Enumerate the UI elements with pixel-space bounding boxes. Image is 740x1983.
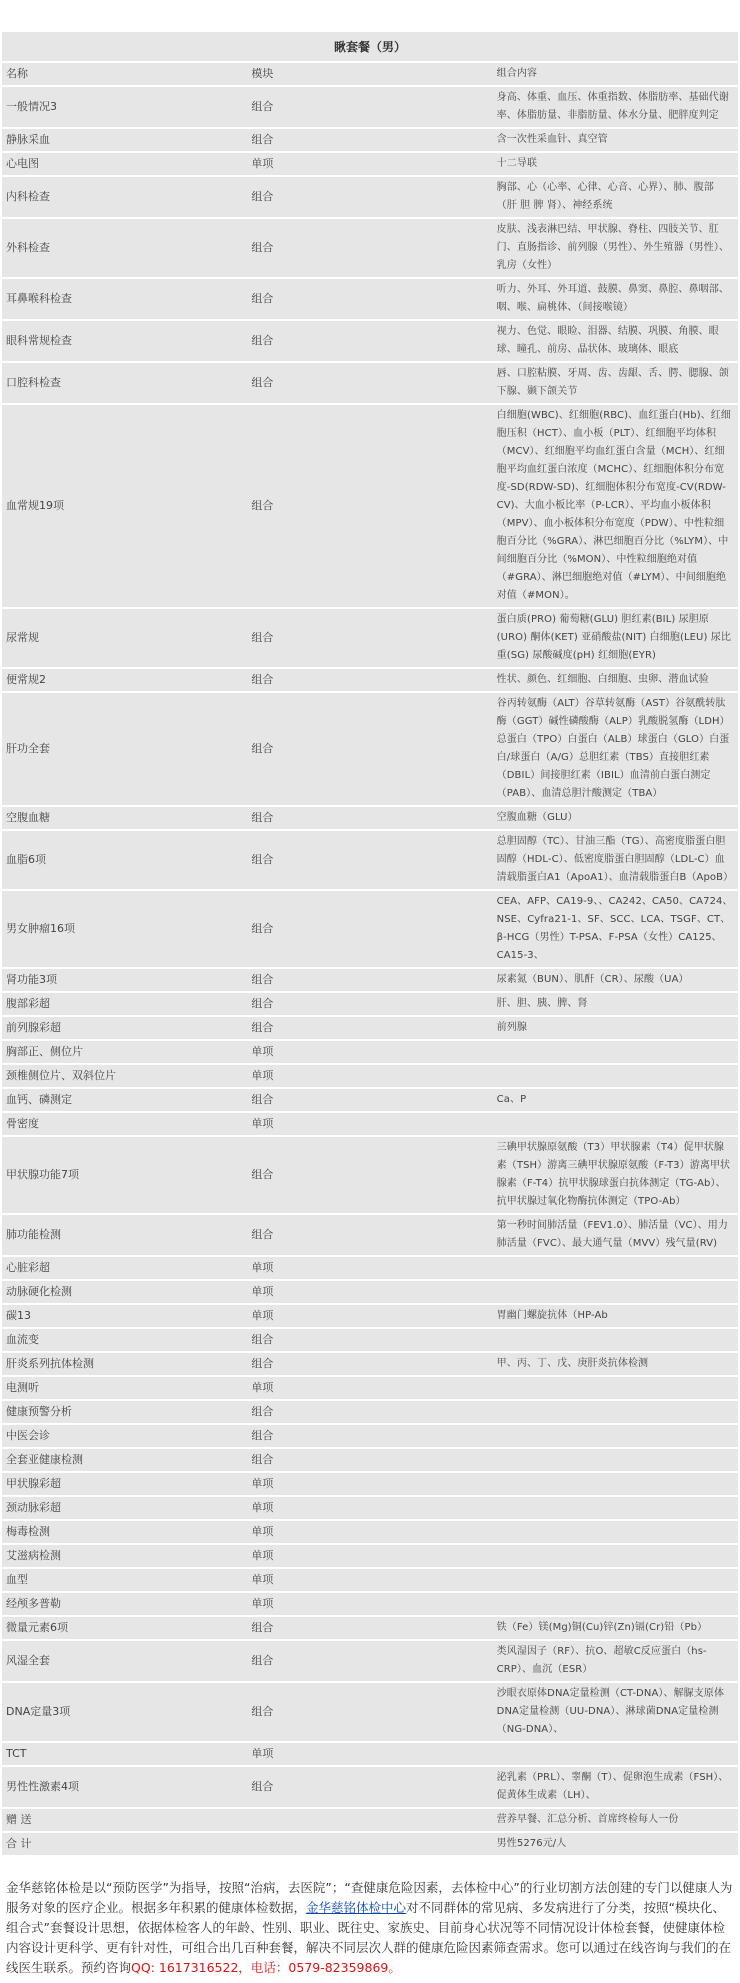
row-content: [493, 1425, 738, 1447]
table-row: [2, 87, 738, 127]
row-module: 单项: [247, 1545, 492, 1567]
row-content: 胸部、心（心率、心律、心音、心界）、肺、腹部（肝 胆 脾 肾）、神经系统: [493, 177, 738, 217]
row-content: 皮肤、浅表淋巴结、甲状腺、脊柱、四肢关节、肛门、直肠指诊、前列腺（男性）、外生殖器（男性）、乳房（女性）: [493, 219, 738, 277]
row-module: 单项: [247, 1569, 492, 1591]
row-module: 单项: [247, 1113, 492, 1135]
row-content: 谷丙转氨酶（ALT）谷草转氨酶（AST）谷氨酰转肽酶（GGT）碱性磷酸酶（ALP）乳酸脱氢酶（LDH）总蛋白（TPO）白蛋白（ALB）球蛋白（GLO）白蛋白/球蛋白（A/G）总胆红素（TBS）直接胆红素（DBIL）间接胆红素（IBIL）血清前白蛋白测定（PAB）、血清总胆汁酸测定（TBA）: [493, 693, 738, 805]
table-row: [2, 1401, 738, 1423]
table-row: [2, 1743, 738, 1765]
row-item-name: 内科检查: [2, 177, 247, 217]
row-content: [493, 1545, 738, 1567]
row-module: 组合: [247, 1089, 492, 1111]
table-row: [2, 1473, 738, 1495]
row-item-name: DNA定量3项: [2, 1683, 247, 1741]
table-row: [2, 1641, 738, 1681]
row-content: [493, 1401, 738, 1423]
row-content: 营养早餐、汇总分析、首席终检每人一份: [493, 1809, 738, 1831]
row-content: [493, 1281, 738, 1303]
row-content: 白细胞(WBC)、红细胞(RBC)、血红蛋白(Hb)、红细胞压积（HCT）、血小板（PLT）、红细胞平均体积（MCV）、红细胞平均血红蛋白含量（MCH）、红细胞平均血红蛋白浓度（MCHC）、红细胞体积分布宽度-SD(RDW-SD)、红细胞体积分布宽度-CV(RDW-CV)、大血小板比率（P-LCR）、平均血小板体积（MPV）、血小板体积分布宽度（PDW）、中性粒细胞百分比（%GRA）、淋巴细胞百分比（%LYM）、中间细胞百分比（%MON）、中性粒细胞绝对值（#GRA）、淋巴细胞绝对值（#LYM）、中间细胞绝对值（#MON）。: [493, 405, 738, 607]
row-content: [493, 1593, 738, 1615]
row-module: 组合: [247, 1767, 492, 1807]
row-module: 单项: [247, 153, 492, 175]
table-row: [2, 1833, 738, 1855]
row-content: [493, 1257, 738, 1279]
header-row: [2, 63, 738, 85]
row-content: [493, 1329, 738, 1351]
row-module: 组合: [247, 609, 492, 667]
table-row: [2, 1353, 738, 1375]
table-row: [2, 1215, 738, 1255]
table-row: [2, 1449, 738, 1471]
row-module: 组合: [247, 1137, 492, 1213]
row-content: [493, 1497, 738, 1519]
row-module: 组合: [247, 1401, 492, 1423]
row-item-name: 腹部彩超: [2, 993, 247, 1015]
row-item-name: 空腹血糖: [2, 807, 247, 829]
row-content: 性状、颜色、红细胞、白细胞、虫卵、潜血试验: [493, 669, 738, 691]
row-module: 组合: [247, 807, 492, 829]
table-row: [2, 1569, 738, 1591]
row-content: 含一次性采血针、真空管: [493, 129, 738, 151]
row-module: 组合: [247, 669, 492, 691]
row-module: 组合: [247, 129, 492, 151]
row-content: [493, 1569, 738, 1591]
table-row: [2, 363, 738, 403]
row-item-name: TCT: [2, 1743, 247, 1765]
row-item-name: 全套亚健康检测: [2, 1449, 247, 1471]
table-title: 瞅套餐（男）: [2, 32, 738, 61]
table-row: [2, 1041, 738, 1063]
row-item-name: 肺功能检测: [2, 1215, 247, 1255]
row-item-name: 电测听: [2, 1377, 247, 1399]
table-row: [2, 1377, 738, 1399]
row-module: 组合: [247, 1641, 492, 1681]
row-item-name: 甲状腺功能7项: [2, 1137, 247, 1213]
row-content: 铁（Fe）镁(Mg)铜(Cu)锌(Zn)镉(Cr)铅（Pb）: [493, 1617, 738, 1639]
row-module: 组合: [247, 219, 492, 277]
row-item-name: 赠 送: [2, 1809, 247, 1831]
row-module: 组合: [247, 891, 492, 967]
row-content: [493, 1065, 738, 1087]
row-content: [493, 1743, 738, 1765]
row-item-name: 梅毒检测: [2, 1521, 247, 1543]
table-row: [2, 891, 738, 967]
row-module: 组合: [247, 969, 492, 991]
row-module: 组合: [247, 177, 492, 217]
row-item-name: 男性性激素4项: [2, 1767, 247, 1807]
table-row: [2, 1257, 738, 1279]
table-row: [2, 1767, 738, 1807]
row-item-name: 健康预警分析: [2, 1401, 247, 1423]
row-module: 单项: [247, 1257, 492, 1279]
table-row: [2, 693, 738, 805]
row-content: CEA、AFP、CA19-9、、CA242、CA50、CA724、NSE、Cyfra21-1、SF、SCC、LCA、TSGF、CT、β-HCG（男性）T-PSA、F-PSA（女性）CA125、CA15-3、: [493, 891, 738, 967]
row-item-name: 静脉采血: [2, 129, 247, 151]
table-row: [2, 969, 738, 991]
row-item-name: 碳13: [2, 1305, 247, 1327]
row-module: 组合: [247, 1329, 492, 1351]
table-row: [2, 1281, 738, 1303]
table-row: [2, 1329, 738, 1351]
row-module: 组合: [247, 321, 492, 361]
row-item-name: 肝炎系列抗体检测: [2, 1353, 247, 1375]
row-item-name: 骨密度: [2, 1113, 247, 1135]
row-module: [247, 1833, 492, 1855]
row-item-name: 动脉硬化检测: [2, 1281, 247, 1303]
row-item-name: 风湿全套: [2, 1641, 247, 1681]
row-content: Ca、P: [493, 1089, 738, 1111]
row-module: 组合: [247, 831, 492, 889]
header-module: 模块: [247, 63, 492, 85]
row-item-name: 颈动脉彩超: [2, 1497, 247, 1519]
row-item-name: 血脂6项: [2, 831, 247, 889]
table-row: [2, 1305, 738, 1327]
table-row: [2, 1545, 738, 1567]
row-module: 单项: [247, 1377, 492, 1399]
table-row: [2, 321, 738, 361]
table-row: [2, 279, 738, 319]
row-item-name: 甲状腺彩超: [2, 1473, 247, 1495]
row-module: 组合: [247, 405, 492, 607]
row-item-name: 口腔科检查: [2, 363, 247, 403]
row-module: 组合: [247, 279, 492, 319]
row-module: 单项: [247, 1497, 492, 1519]
table-row: [2, 831, 738, 889]
table-row: [2, 1425, 738, 1447]
row-item-name: 男女肿瘤16项: [2, 891, 247, 967]
row-item-name: 肾功能3项: [2, 969, 247, 991]
row-module: 单项: [247, 1743, 492, 1765]
table-row: [2, 993, 738, 1015]
row-item-name: 经颅多普勒: [2, 1593, 247, 1615]
table-row: [2, 177, 738, 217]
row-content: 听力、外耳、外耳道、鼓膜、鼻窦、鼻腔、鼻咽部、咽、喉、扁桃体、（间接喉镜）: [493, 279, 738, 319]
row-module: 单项: [247, 1305, 492, 1327]
table-row: [2, 1809, 738, 1831]
row-content: 总胆固醇（TC）、甘油三酯（TG）、高密度脂蛋白胆固醇（HDL-C）、低密度脂蛋白胆固醇（LDL-C）血清载脂蛋白A1（ApoA1）、血清载脂蛋白B（ApoB）: [493, 831, 738, 889]
row-item-name: 前列腺彩超: [2, 1017, 247, 1039]
row-module: 单项: [247, 1473, 492, 1495]
row-module: 组合: [247, 1017, 492, 1039]
table-row: [2, 1113, 738, 1135]
row-content: 三碘甲状腺原氨酸（T3）甲状腺素（T4）促甲状腺素（TSH）游离三碘甲状腺原氨酸（F-T3）游离甲状腺素（F-T4）抗甲状腺球蛋白抗体测定（TG-Ab）、抗甲状腺过氧化物酶抗体测定（TPO-Ab）: [493, 1137, 738, 1213]
row-item-name: 耳鼻喉科检查: [2, 279, 247, 319]
row-module: 单项: [247, 1281, 492, 1303]
row-content: 男性5276元/人: [493, 1833, 738, 1855]
row-item-name: 微量元素6项: [2, 1617, 247, 1639]
header-content: 组合内容: [493, 63, 738, 85]
row-item-name: 中医会诊: [2, 1425, 247, 1447]
table-row: [2, 1497, 738, 1519]
row-module: 单项: [247, 1521, 492, 1543]
row-content: 身高、体重、血压、体重指数、体脂肪率、基础代谢率、体脂肪量、非脂肪量、体水分量、肥胖度判定: [493, 87, 738, 127]
table-row: [2, 1137, 738, 1213]
row-content: 胃幽门螺旋抗体（HP-Ab: [493, 1305, 738, 1327]
row-module: 单项: [247, 1065, 492, 1087]
row-item-name: 合 计: [2, 1833, 247, 1855]
row-item-name: 眼科常规检查: [2, 321, 247, 361]
row-item-name: 血型: [2, 1569, 247, 1591]
table-row: [2, 1617, 738, 1639]
row-content: 尿素氮（BUN）、肌酐（CR）、尿酸（UA）: [493, 969, 738, 991]
row-content: 第一秒时间肺活量（FEV1.0）、肺活量（VC）、用力肺活量（FVC）、最大通气量（MVV）残气量(RV): [493, 1215, 738, 1255]
row-content: 沙眼衣原体DNA定量检测（CT-DNA）、解脲支原体DNA定量检测（UU-DNA）、淋球菌DNA定量检测（NG-DNA）、: [493, 1683, 738, 1741]
row-module: 组合: [247, 1215, 492, 1255]
row-content: 泌乳素（PRL）、睾酮（T）、促卵泡生成素（FSH）、促黄体生成素（LH）、: [493, 1767, 738, 1807]
row-content: [493, 1377, 738, 1399]
table-row: [2, 1089, 738, 1111]
row-module: 组合: [247, 1353, 492, 1375]
intro-text-part1: 金华慈铭体检是以“预防医学”为指导，按照“治病，去医院”；“查健康危险因素，去体检中心”的行业切割方法创建的专门以健康人为服务对象的医疗企业。根据多年积累的健康体检数据，: [6, 1880, 733, 1915]
row-item-name: 心脏彩超: [2, 1257, 247, 1279]
row-item-name: 颈椎侧位片、双斜位片: [2, 1065, 247, 1087]
row-item-name: 血钙、磷测定: [2, 1089, 247, 1111]
row-item-name: 便常规2: [2, 669, 247, 691]
row-content: 蛋白质(PRO) 葡萄糖(GLU) 胆红素(BIL) 尿胆原(URO) 酮体(KET) 亚硝酸盐(NIT) 白细胞(LEU) 尿比重(SG) 尿酸碱度(pH) 红细胞(EYR): [493, 609, 738, 667]
row-module: 组合: [247, 87, 492, 127]
row-content: 类风湿因子（RF）、抗O、超敏C反应蛋白（hs-CRP）、血沉（ESR）: [493, 1641, 738, 1681]
row-module: 组合: [247, 1425, 492, 1447]
table-row: [2, 1521, 738, 1543]
row-module: 组合: [247, 363, 492, 403]
table-row: [2, 807, 738, 829]
row-content: 十二导联: [493, 153, 738, 175]
row-item-name: 艾滋病检测: [2, 1545, 247, 1567]
row-content: 空腹血糖（GLU）: [493, 807, 738, 829]
row-module: 组合: [247, 693, 492, 805]
contact-info: QQ: 1617316522，电话：0579-82359869。: [131, 1960, 401, 1975]
row-module: 组合: [247, 1683, 492, 1741]
row-module: 组合: [247, 1449, 492, 1471]
row-module: 单项: [247, 1041, 492, 1063]
row-item-name: 一般情况3: [2, 87, 247, 127]
row-content: [493, 1449, 738, 1471]
row-module: 单项: [247, 1593, 492, 1615]
row-module: 组合: [247, 1617, 492, 1639]
package-table-wrapper: [2, 30, 738, 1857]
row-content: [493, 1041, 738, 1063]
table-row: [2, 1017, 738, 1039]
table-row: [2, 609, 738, 667]
table-row: [2, 405, 738, 607]
header-name: 名称: [2, 63, 247, 85]
row-item-name: 血常规19项: [2, 405, 247, 607]
row-item-name: 胸部正、侧位片: [2, 1041, 247, 1063]
table-row: [2, 153, 738, 175]
row-item-name: 肝功全套: [2, 693, 247, 805]
table-body: [2, 63, 738, 1855]
table-row: [2, 669, 738, 691]
table-row: [2, 129, 738, 151]
row-content: [493, 1473, 738, 1495]
intro-paragraph: [6, 1878, 734, 1978]
intro-text-part2: 对不同群体的常见病、多发病进行了分类，按照“模块化、组合式”套餐设计思想，依据体检客人的年龄、性别、职业、既往史、家族史、目前身心状况等不同情况设计体检套餐，使健康体检内容设计更科学、更有针对性，可组合出几百种套餐，解决不同层次人群的健康危险因素筛查需求。您可以通过在线咨询与我们的在线医生联系。预约咨询: [6, 1900, 732, 1975]
row-content: 甲、丙、丁、戊、庚肝炎抗体检测: [493, 1353, 738, 1375]
row-content: 前列腺: [493, 1017, 738, 1039]
row-content: 唇、口腔粘膜、牙周、齿、齿龈、舌、腭、腮腺、颌下腺、颞下颌关节: [493, 363, 738, 403]
row-content: [493, 1521, 738, 1543]
row-item-name: 外科检查: [2, 219, 247, 277]
table-row: [2, 1065, 738, 1087]
table-row: [2, 1683, 738, 1741]
row-content: 肝、胆、胰、脾、肾: [493, 993, 738, 1015]
table-row: [2, 219, 738, 277]
package-table: [2, 30, 738, 1857]
row-content: [493, 1113, 738, 1135]
row-item-name: 血流变: [2, 1329, 247, 1351]
row-content: 视力、色觉、眼睑、泪器、结膜、巩膜、角膜、眼球、瞳孔、前房、晶状体、玻璃体、眼底: [493, 321, 738, 361]
table-row: [2, 1593, 738, 1615]
row-module: 组合: [247, 993, 492, 1015]
center-link[interactable]: 金华慈铭体检中心: [306, 1900, 407, 1915]
row-item-name: 心电图: [2, 153, 247, 175]
row-item-name: 尿常规: [2, 609, 247, 667]
row-module: [247, 1809, 492, 1831]
